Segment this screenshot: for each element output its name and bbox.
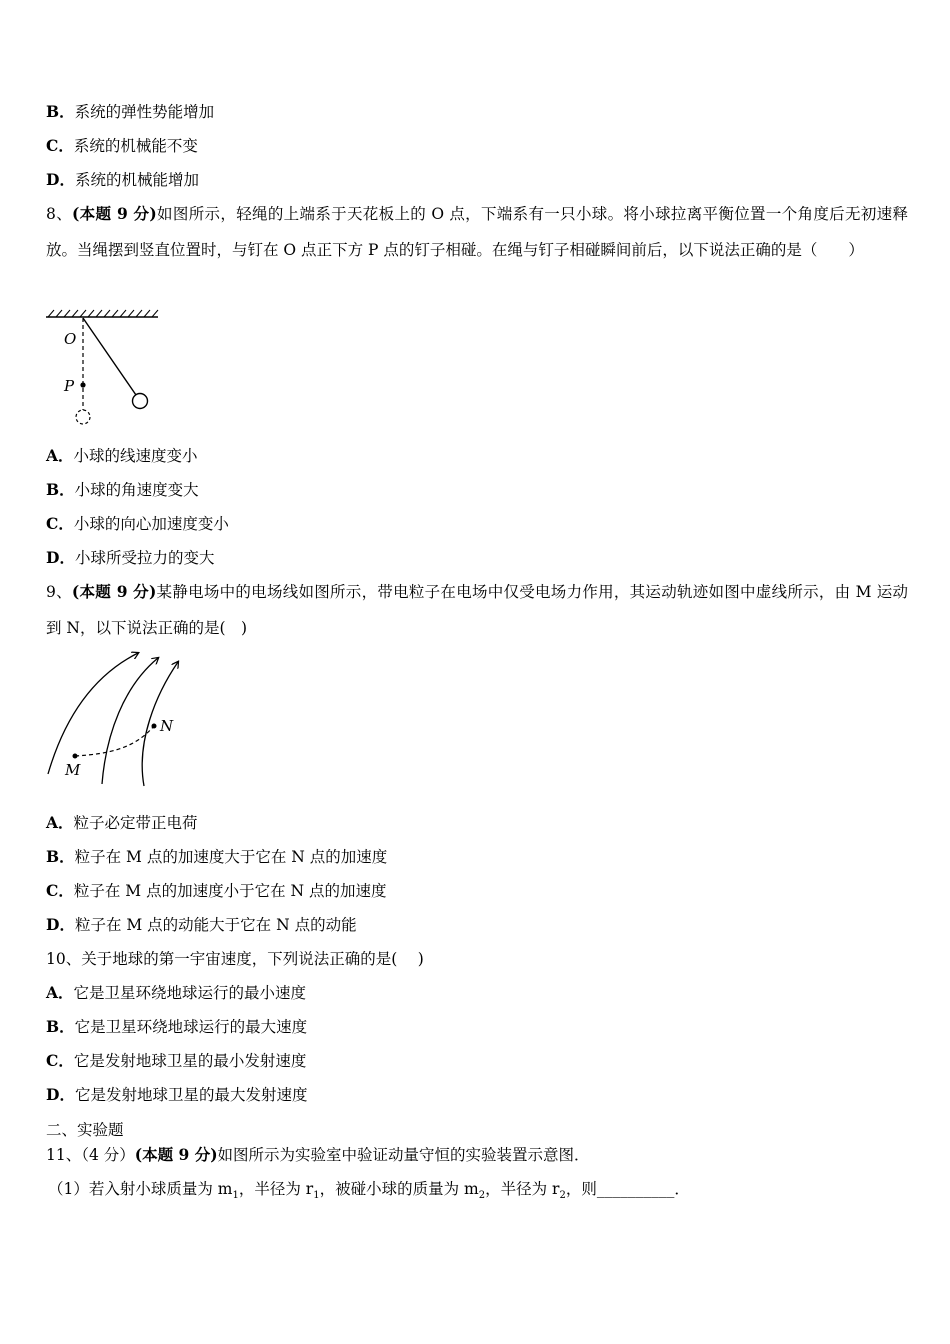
q10-option-a	[46, 983, 306, 1003]
q7-option-d	[46, 170, 199, 190]
subscript: 1	[313, 1190, 320, 1202]
point-n	[152, 724, 157, 729]
option-letter: B．	[46, 847, 75, 866]
question-text: 某静电场中的电场线如图所示，带电粒子在电场中仅受电场力作用，其运动轨迹如图中虚线所示，由 M 运动到 N，以下说法正确的是( )	[46, 583, 908, 637]
option-letter: B．	[46, 102, 75, 121]
option-text: 粒子在 M 点的加速度小于它在 N 点的加速度	[73, 882, 387, 900]
q10-option-d	[46, 1085, 307, 1105]
option-text: 它是卫星环绕地球运行的最小速度	[73, 984, 307, 1002]
q9-option-b	[46, 847, 387, 867]
label-n: N	[160, 717, 174, 735]
question-points: （4 分）	[81, 1146, 135, 1164]
label-m: M	[65, 761, 81, 779]
option-letter: C．	[46, 1051, 74, 1070]
option-letter: D．	[46, 170, 75, 189]
option-letter: D．	[46, 1085, 75, 1104]
option-text: 粒子在 M 点的动能大于它在 N 点的动能	[74, 916, 357, 934]
option-text: 系统的机械能不变	[73, 137, 198, 155]
option-text: 它是卫星环绕地球运行的最大速度	[74, 1018, 308, 1036]
q9-option-c	[46, 881, 387, 901]
option-text: 粒子在 M 点的加速度大于它在 N 点的加速度	[74, 848, 388, 866]
q8-option-b	[46, 480, 199, 500]
q8-option-c	[46, 514, 229, 534]
option-letter: A．	[46, 813, 74, 832]
option-letter: D．	[46, 548, 75, 567]
option-text: 它是发射地球卫星的最小发射速度	[73, 1052, 307, 1070]
sub1-text: ，半径为 r	[238, 1180, 314, 1198]
q10-option-c	[46, 1051, 306, 1071]
section-title: 二、实验题	[46, 1121, 124, 1139]
electric-field-figure	[40, 648, 200, 788]
q9-stem	[46, 574, 908, 646]
question-number: 9、	[46, 583, 72, 601]
option-text: 小球的向心加速度变小	[73, 515, 229, 533]
option-text: 系统的弹性势能增加	[74, 103, 215, 121]
sub1-text: ，半径为 r	[485, 1180, 560, 1198]
option-text: 小球所受拉力的变大	[74, 549, 215, 567]
point-m	[73, 754, 78, 759]
answer-blank[interactable]: __________	[596, 1180, 675, 1198]
question-score: (本题 9 分)	[72, 204, 157, 223]
option-letter: C．	[46, 881, 74, 900]
q7-option-c	[46, 136, 198, 156]
pendulum-ball	[133, 394, 148, 409]
option-letter: C．	[46, 514, 74, 533]
option-letter: A．	[46, 446, 74, 465]
option-text: 小球的角速度变大	[74, 481, 199, 499]
question-number: 8、	[46, 205, 73, 223]
trajectory-dashed	[75, 726, 154, 756]
option-text: 小球的线速度变小	[73, 447, 198, 465]
sub1-text: ．	[674, 1180, 690, 1198]
q10-option-b	[46, 1017, 307, 1037]
sub1-text: ，被碰小球的质量为 m	[319, 1180, 479, 1198]
q8-option-d	[46, 548, 214, 568]
label-o: O	[64, 330, 77, 348]
subscript: 2	[478, 1190, 486, 1202]
question-text: 如图所示，轻绳的上端系于天花板上的 O 点，下端系有一只小球。将小球拉离平衡位置一个角度后无初速释放。当绳摆到竖直位置时，与钉在 O 点正下方 P 点的钉子相碰。在绳与钉子相碰瞬间前后，以下说法正确的是（ ）	[46, 205, 908, 259]
subscript: 1	[232, 1190, 239, 1202]
option-letter: B．	[46, 480, 75, 499]
option-text: 系统的机械能增加	[74, 171, 199, 189]
q9-option-d	[46, 915, 357, 935]
pendulum-string	[83, 318, 136, 395]
option-letter: D．	[46, 915, 75, 934]
q7-option-b	[46, 102, 214, 122]
question-score: (本题 9 分)	[134, 1145, 218, 1164]
option-text: 粒子必定带正电荷	[73, 814, 198, 832]
q9-option-a	[46, 813, 198, 833]
pendulum-figure	[40, 302, 170, 432]
question-number: 11、	[46, 1146, 82, 1164]
option-text: 它是发射地球卫星的最大发射速度	[74, 1086, 308, 1104]
sub1-text: ，则	[565, 1180, 597, 1198]
option-letter: B．	[46, 1017, 75, 1036]
question-text: 如图所示为实验室中验证动量守恒的实验装置示意图．	[217, 1146, 590, 1164]
subscript: 2	[559, 1190, 566, 1202]
option-letter: A．	[46, 983, 74, 1002]
q11-sub1	[48, 1179, 690, 1206]
q8-option-a	[46, 446, 198, 466]
question-score: (本题 9 分)	[71, 582, 157, 601]
option-letter: C．	[46, 136, 74, 155]
ceiling-hatch	[48, 310, 158, 317]
label-p: P	[64, 377, 75, 395]
q8-stem	[46, 196, 908, 268]
field-line-left	[48, 653, 138, 774]
peg-point	[80, 382, 85, 387]
dashed-ball	[76, 410, 90, 424]
sub1-text: （1）若入射小球质量为 m	[48, 1180, 233, 1198]
q10-stem: 10、关于地球的第一宇宙速度，下列说法正确的是( )	[46, 950, 424, 968]
q11-stem	[46, 1145, 590, 1165]
